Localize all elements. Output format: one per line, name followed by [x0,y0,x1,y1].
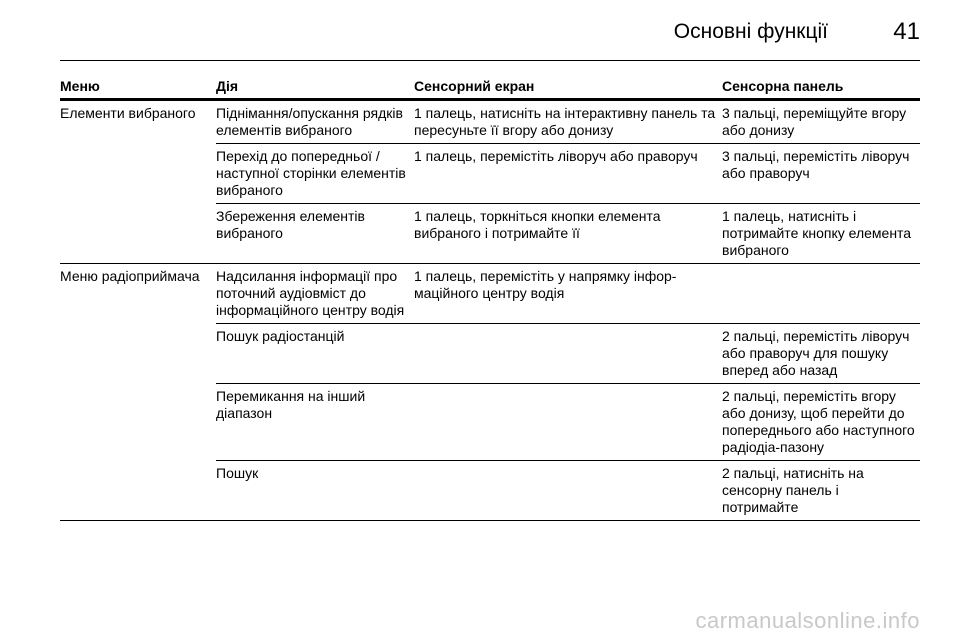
action-cell: Надсилання інформації про поточний аудіовміст до інформаційного центру водія [216,264,414,324]
action-cell: Перехід до попередньої / наступної сторінки елементів вибраного [216,144,414,204]
touchscreen-cell [414,384,722,461]
touchscreen-cell [414,461,722,521]
menu-cell-favourites: Елементи вибраного [60,100,216,264]
column-header-touchscreen: Сенсорний екран [414,78,722,100]
table-row [60,100,920,144]
column-header-action: Дія [216,78,414,100]
touchpad-cell: 2 пальці, перемістіть ліворуч або праворуч для пошуку вперед або назад [722,324,920,384]
action-cell: Перемикання на інший діапазон [216,384,414,461]
menu-cell-radio: Меню радіоприймача [60,264,216,521]
touchscreen-cell: 1 палець, натисніть на інтерактивну панель та пересуньте її вгору або донизу [414,100,722,144]
header-divider [60,60,920,61]
action-cell: Піднімання/опускання рядків елементів вибраного [216,100,414,144]
touchscreen-cell: 1 палець, перемістіть у напрямку інфор-маційного центру водія [414,264,722,324]
touchscreen-cell: 1 палець, перемістіть ліворуч або праворуч [414,144,722,204]
touchpad-cell: 3 пальці, переміщуйте вгору або донизу [722,100,920,144]
page-title: Основні функції [673,20,828,43]
action-cell: Пошук радіостанцій [216,324,414,384]
page-number: 41 [893,18,920,45]
touchpad-cell: 1 палець, натисніть і потримайте кнопку елемента вибраного [722,204,920,264]
table-row [60,264,920,324]
column-header-touchpad: Сенсорна панель [722,78,920,100]
column-header-menu: Меню [60,78,216,100]
watermark: carmanualsonline.info [695,608,920,633]
action-cell: Пошук [216,461,414,521]
touchpad-cell: 2 пальці, перемістіть вгору або донизу, щоб перейти до попереднього або наступного радіодіа-пазону [722,384,920,461]
action-cell: Збереження елементів вибраного [216,204,414,264]
touchscreen-cell: 1 палець, торкніться кнопки елемента вибраного і потримайте її [414,204,722,264]
table-header-row [60,78,920,100]
touchpad-cell [722,264,920,324]
gestures-table [60,78,920,521]
touchscreen-cell [414,324,722,384]
page-header [60,14,920,54]
touchpad-cell: 3 пальці, перемістіть ліворуч або праворуч [722,144,920,204]
touchpad-cell: 2 пальці, натисніть на сенсорну панель і потримайте [722,461,920,521]
